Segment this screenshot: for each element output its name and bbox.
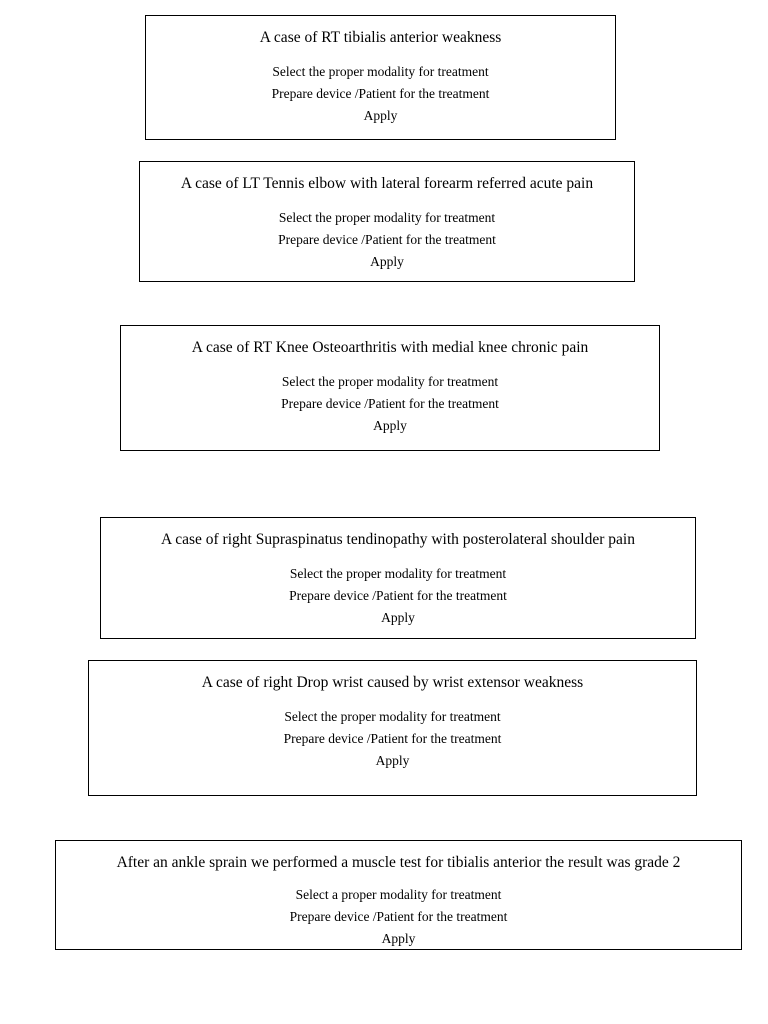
case-step-apply: Apply xyxy=(375,753,410,768)
case-box-1 xyxy=(145,15,616,140)
case-box-2 xyxy=(139,161,635,282)
case-box-5 xyxy=(88,660,697,796)
case-steps xyxy=(146,61,615,127)
case-step-prepare: Prepare device /Patient for the treatment xyxy=(271,86,490,101)
case-steps xyxy=(101,563,695,629)
case-step-select: Select the proper modality for treatment xyxy=(278,210,496,225)
case-step-apply: Apply xyxy=(363,108,398,123)
case-title: A case of LT Tennis elbow with lateral forearm referred acute pain xyxy=(180,175,594,192)
case-step-select: Select the proper modality for treatment xyxy=(289,566,507,581)
case-box-6 xyxy=(55,840,742,950)
case-steps xyxy=(89,706,696,772)
case-step-prepare: Prepare device /Patient for the treatment xyxy=(289,588,507,603)
case-title: A case of right Supraspinatus tendinopathy with posterolateral shoulder pain xyxy=(161,531,635,548)
case-steps xyxy=(121,371,659,437)
case-box-4 xyxy=(100,517,696,639)
case-step-apply: Apply xyxy=(370,254,404,269)
case-step-select: Select the proper modality for treatment xyxy=(284,709,501,724)
case-box-3 xyxy=(120,325,660,451)
case-step-select: Select a proper modality for treatment xyxy=(295,887,502,902)
case-step-prepare: Prepare device /Patient for the treatment xyxy=(283,731,502,746)
case-step-apply: Apply xyxy=(381,931,416,946)
case-step-prepare: Prepare device /Patient for the treatment xyxy=(278,232,496,247)
case-title: A case of RT tibialis anterior weakness xyxy=(259,29,502,46)
case-title: A case of right Drop wrist caused by wrist extensor weakness xyxy=(201,674,584,691)
case-title: After an ankle sprain we performed a muscle test for tibialis anterior the result was grade 2 xyxy=(116,854,681,871)
case-steps xyxy=(56,884,741,950)
case-step-prepare: Prepare device /Patient for the treatment xyxy=(289,909,508,924)
case-step-apply: Apply xyxy=(373,418,407,433)
case-step-select: Select the proper modality for treatment xyxy=(281,374,499,389)
case-title: A case of RT Knee Osteoarthritis with medial knee chronic pain xyxy=(191,339,589,356)
case-step-select: Select the proper modality for treatment xyxy=(272,64,489,79)
case-step-apply: Apply xyxy=(381,610,415,625)
case-step-prepare: Prepare device /Patient for the treatment xyxy=(281,396,499,411)
case-steps xyxy=(140,207,634,273)
